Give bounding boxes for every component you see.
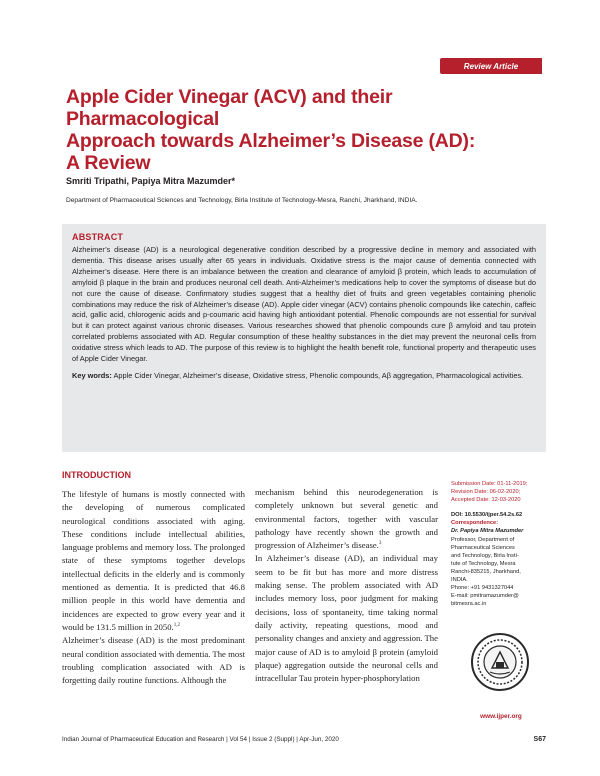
revision-date: Revision Date: 06-02-2020; <box>451 489 521 496</box>
keywords-label: Key words: <box>72 370 112 380</box>
doi[interactable]: DOI: 10.5530/ijper.54.2s.62 <box>451 512 523 519</box>
corresponding-author: Dr. Papiya Mitra Mazumder <box>451 528 524 535</box>
paragraph: In Alzheimer’s disease (AD), an individual may seem to be fit but has more and more distress making sense. The problem associated with AD includes memory loss, poor judgment for making decisions, loss of spontaneity, time taking normal daily activity, repeating questions, mood and personality changes and anxiety and aggression. The major cause of AD is to amyloid β protein (amyloid plaque) aggregation outside the neuronal cells and intracellular Tau protein hyper-phosphorylation <box>255 553 438 684</box>
corr-address-line: tute of Technology, Mesra <box>451 560 516 567</box>
page-footer <box>62 736 546 743</box>
keywords <box>72 371 536 382</box>
email[interactable]: E-mail: pmitramazumder@ <box>451 593 519 600</box>
corr-address-line: Professor, Department of <box>451 536 515 543</box>
title-line: Approach towards Alzheimer’s Disease (AD): <box>66 130 476 152</box>
abstract-box <box>62 224 546 452</box>
article-title <box>66 86 546 174</box>
accepted-date: Accepted Date: 12-03-2020 <box>451 497 521 504</box>
email[interactable]: bitmesra.ac.in <box>451 601 487 608</box>
keywords-text: Apple Cider Vinegar, Alzheimer’s disease, Oxidative stress, Phenolic compounds, Aβ aggregation, Pharmacological activities. <box>113 370 524 380</box>
title-line: Apple Cider Vinegar (ACV) and their Pharmacological <box>66 86 393 130</box>
abstract-heading: ABSTRACT <box>72 232 124 242</box>
title-line: A Review <box>66 152 151 174</box>
corr-address-line: and Technology, Birla Insti- <box>451 552 519 559</box>
phone: Phone: +91 9431327044 <box>451 585 514 592</box>
page-number: S67 <box>533 736 546 743</box>
citation-ref[interactable]: 1,2 <box>173 623 180 629</box>
corr-address-line: INDIA. <box>451 577 468 584</box>
paragraph-text: The lifestyle of humans is mostly connected with the developing of numerous complicated neurological conditions associated with aging. These conditions include intellectual abilities, language problems and memory loss. The prolonged state of these symptoms together develops intellectual deficits in the elderly and is commonly mentioned as dementia. It is predicted that 46.8 million people in this world have dementia and incidences are expected to grow every year and it would be 131.5 million in 2050. <box>62 489 245 632</box>
abstract-text: Alzheimer’s disease (AD) is a neurological degenerative condition described by a progressive decline in memory and associated with dementia. This disease arises usually after 65 years in individuals. Oxidative stress is the major cause of dementia connected with Alzheimer’s disease. Here there is an imbalance between the creation and clearance of amyloid β protein, which leads to accumulation of amyloid β plaque in the brain and produces neuronal cell death. Anti-Alzheimer’s medications help to cover the symptoms of disease but do not cure the cause of disease. Confirmatory studies suggest that a healthy diet of fruits and green vegetables containing phenolic combinations may reduce the risk of Alzheimer’s disease (AD). Apple cider vinegar (ACV) contains phenolic compounds like catechin, caffeic acid, gallic acid, chlorogenic acids and p-coumaric acid having high antioxidant potential. Phenolic compounds are not essential for survival but it can protect against various chronic diseases. Various researches showed that phenolic compounds cure β amyloid and tau protein correlated problems associated with AD. Regular consumption of these healthy substances in the diet may prevent the neuronal cells from oxidative stress which leads to AD. The purpose of this review is to highlight the health benefit role, functional property and therapeutic uses of Apple Cider Vinegar. <box>72 245 536 364</box>
authors: Smriti Tripathi, Papiya Mitra Mazumder* <box>66 176 236 186</box>
text-column-right <box>255 486 438 685</box>
article-info-sidebar <box>451 480 551 608</box>
citation-ref[interactable]: 3 <box>378 541 382 547</box>
journal-emblem-icon <box>470 632 530 692</box>
paragraph <box>62 488 245 634</box>
footer-citation: Indian Journal of Pharmaceutical Education and Research | Vol 54 | Issue 2 (Suppl) | Apr-Jun, 2020 <box>62 736 339 743</box>
paragraph-text: mechanism behind this neurodegeneration is completely unknown but several genetic and environmental factors, together with vascular pathology have recently shown the growth and progression of Alzheimer’s disease. <box>255 487 438 551</box>
article-type-badge: Review Article <box>440 58 542 74</box>
affiliation: Department of Pharmaceutical Sciences and Technology, Birla Institute of Technology-Mesra, Ranchi, Jharkhand, INDIA. <box>66 197 418 204</box>
submission-date: Submission Date: 01-11-2019; <box>451 481 528 487</box>
corr-address-line: Pharmaceutical Sciences <box>451 544 515 551</box>
journal-website-link[interactable]: www.ijper.org <box>480 713 522 720</box>
correspondence-label: Correspondence: <box>451 520 499 527</box>
paragraph: Alzheimer’s disease (AD) is the most predominant neural condition associated with dementia. The most troubling complication associated with AD is forgetting daily routine functions. Although the <box>62 635 245 686</box>
text-column-left <box>62 488 245 687</box>
introduction-heading: INTRODUCTION <box>62 470 131 480</box>
paragraph <box>255 486 438 552</box>
corr-address-line: Ranchi-835215, Jharkhand, <box>451 568 521 575</box>
